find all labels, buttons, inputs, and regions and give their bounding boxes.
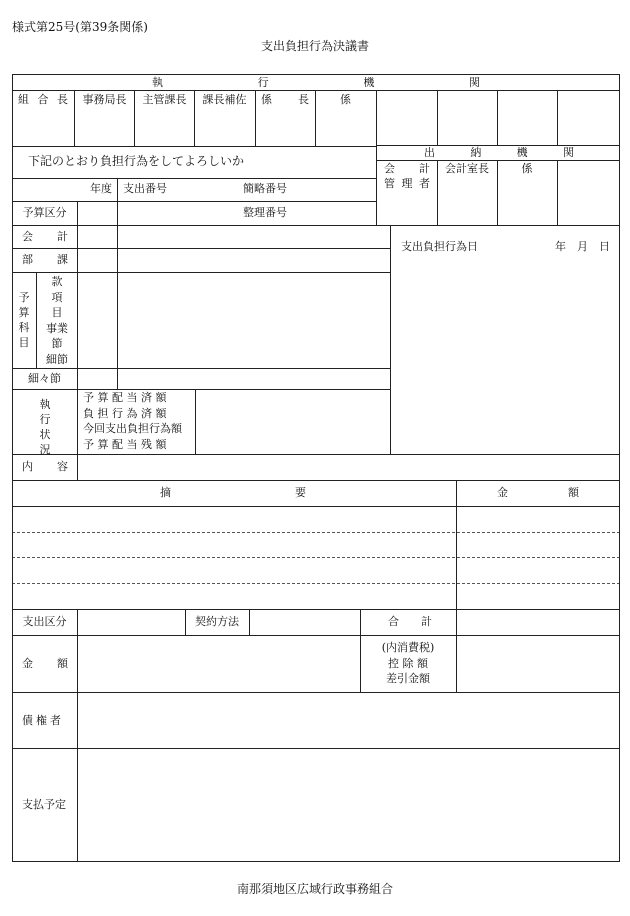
rule (249, 609, 250, 635)
treasury-heading: 出 納 機 関 (424, 146, 574, 159)
role-union-head: 組 合 長 (18, 93, 68, 106)
rule (497, 90, 498, 145)
commitment-date-value: 年 月 日 (555, 240, 610, 253)
rule (12, 480, 620, 481)
commitment-date-label: 支出負担行為日 (401, 240, 478, 253)
rule (557, 90, 558, 145)
expenditure-number-label: 支出番号 (123, 182, 167, 195)
role-staff: 係 (340, 93, 351, 106)
rule (12, 861, 620, 862)
role-section-chief: 主管課長 (142, 93, 187, 106)
budget-subject-items: 款 項 目 事業 節 細節 (46, 275, 68, 366)
sub-subsection-label: 細々節 (28, 372, 61, 385)
rule (12, 90, 620, 91)
executing-agency-heading: 執 行 機 関 (152, 76, 480, 89)
rule (255, 90, 256, 146)
amount-header: 金 額 (497, 486, 579, 499)
management-number-label: 整理番号 (243, 206, 287, 219)
rule (437, 90, 438, 145)
form-number: 様式第25号(第39条関係) (12, 20, 148, 34)
rule (12, 368, 390, 369)
rule (117, 201, 118, 225)
rule (77, 454, 78, 480)
amount-label: 金 額 (22, 657, 68, 670)
role-secretary-general: 事務局長 (82, 93, 127, 106)
rule (117, 178, 118, 201)
total-label: 合 計 (388, 615, 432, 628)
payment-category-label: 支出区分 (22, 615, 67, 628)
rule (12, 609, 620, 610)
rule (12, 74, 620, 75)
rule (12, 454, 620, 455)
rule (376, 160, 620, 161)
rule (77, 389, 78, 454)
execution-status-items: 予 算 配 当 済 額 負 担 行 為 済 額 今回支出負担行為額 予 算 配 当 残 額 (83, 391, 182, 451)
rule (12, 272, 390, 273)
short-number-label: 簡略番号 (243, 182, 287, 195)
request-text: 下記のとおり負担行為をしてよろしいか (28, 154, 245, 168)
rule (12, 248, 390, 249)
rule (12, 178, 376, 179)
rule (12, 74, 13, 862)
account-label: 会 計 (22, 230, 68, 243)
rule (619, 74, 620, 862)
dashed-rule (12, 532, 620, 533)
rule (557, 160, 558, 225)
contract-method-label: 契約方法 (195, 615, 239, 628)
rule (12, 692, 620, 693)
payment-schedule-label: 支払予定 (22, 798, 66, 811)
treasury-staff-label: 係 (521, 162, 533, 175)
role-assistant-chief: 課長補佐 (202, 93, 247, 106)
creditor-label: 債権者 (22, 714, 64, 727)
department-label: 部 課 (22, 253, 68, 266)
rule (77, 609, 78, 862)
accountant-label-line2: 管 理 者 (384, 177, 430, 190)
accounting-chief-label: 会計室長 (445, 162, 489, 175)
rule (12, 635, 620, 636)
execution-status-label: 執行状況 (39, 398, 51, 456)
rule (12, 506, 620, 507)
contents-label: 内 容 (22, 460, 68, 473)
tax-items: (内消費税) 控 除 額 差引金額 (381, 641, 435, 685)
form-title: 支出負担行為決議書 (260, 39, 369, 53)
year-label: 年度 (90, 182, 112, 195)
dashed-rule (12, 583, 620, 584)
dashed-rule (12, 557, 620, 558)
organization-name: 南那須地区広域行政事務組合 (236, 882, 393, 896)
rule (12, 201, 376, 202)
rule (12, 748, 620, 749)
budget-subject-label: 予算科目 (18, 291, 30, 349)
rule (12, 225, 620, 226)
rule (77, 201, 78, 225)
role-subsection-chief: 係 長 (261, 93, 309, 106)
rule (12, 146, 376, 147)
rule (77, 225, 78, 389)
accountant-label-line1: 会 計 (384, 162, 430, 175)
summary-header: 摘 要 (160, 486, 306, 499)
rule (117, 225, 118, 389)
rule (376, 90, 377, 225)
rule (12, 389, 390, 390)
rule (390, 225, 391, 454)
rule (195, 389, 196, 454)
rule (456, 480, 457, 692)
budget-category-label: 予算区分 (22, 206, 67, 219)
